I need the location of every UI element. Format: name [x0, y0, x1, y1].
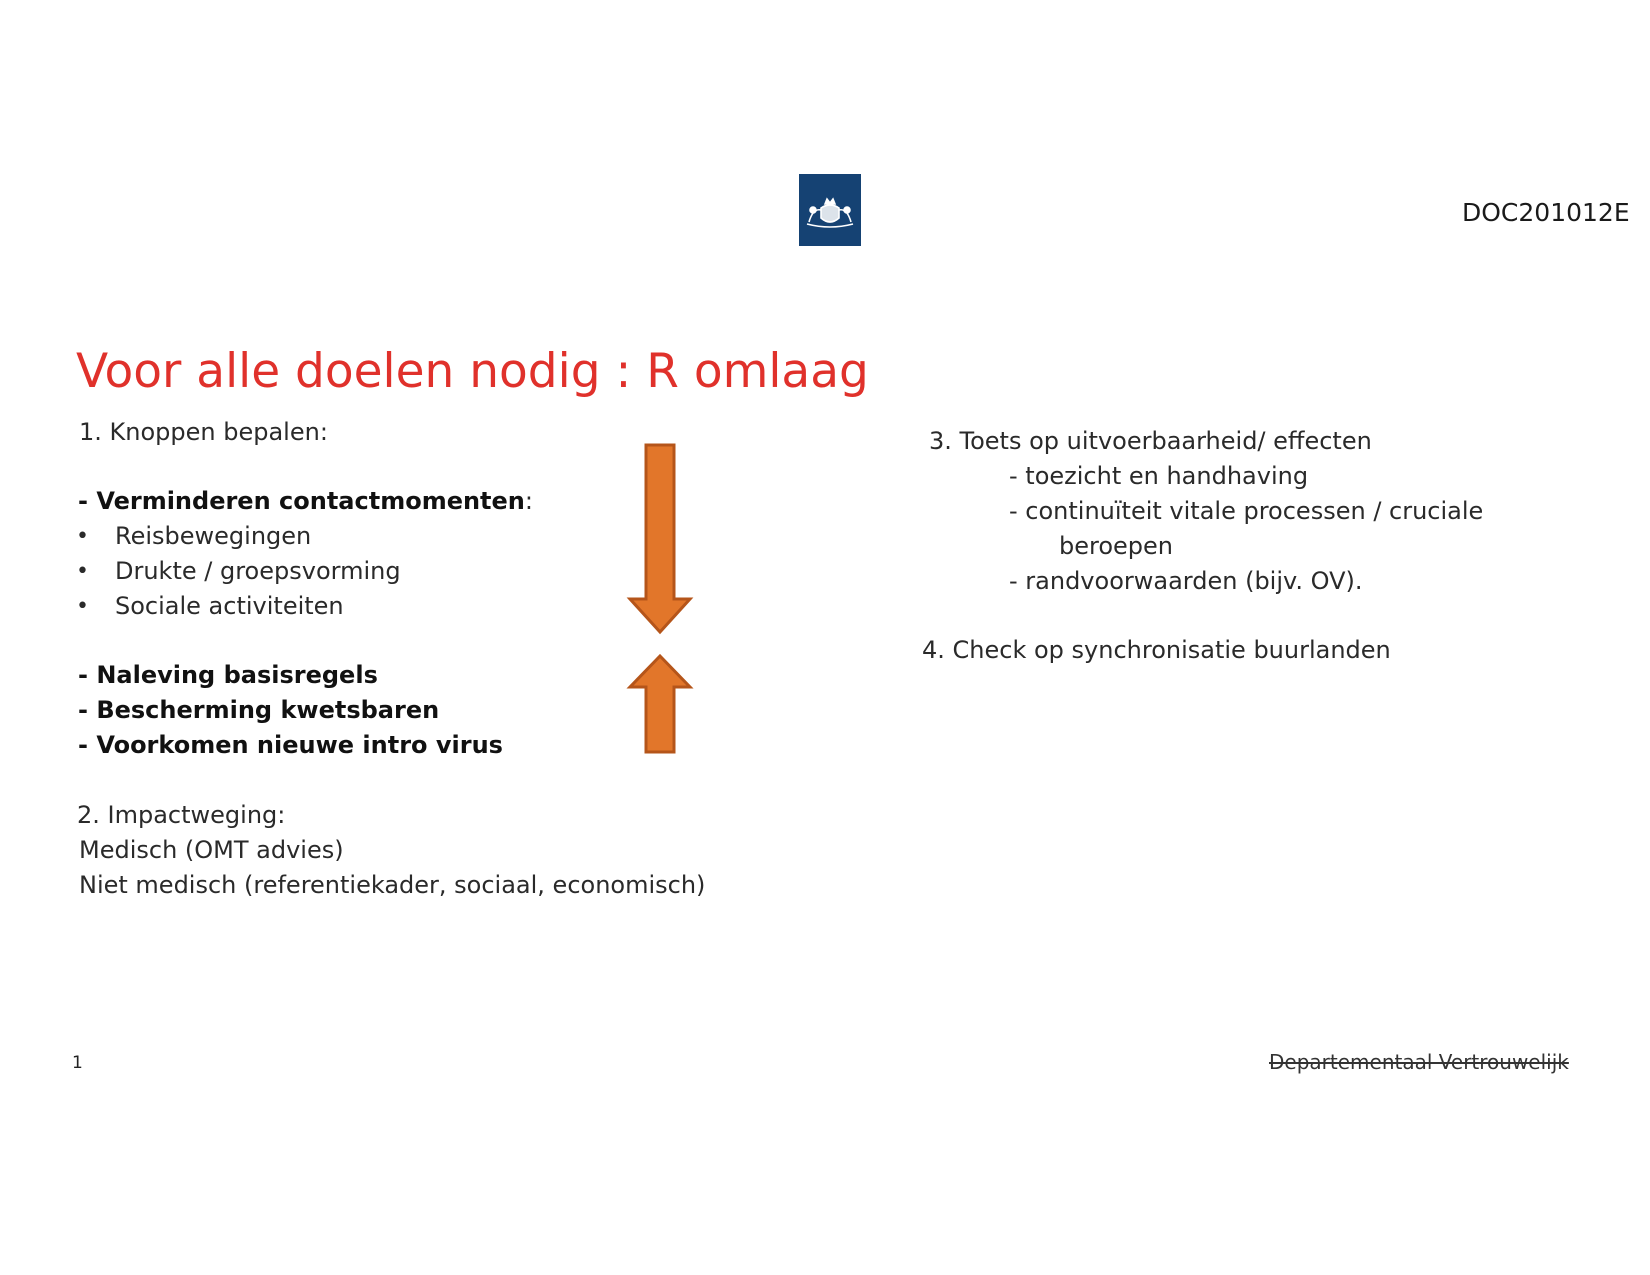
bullet-item: Sociale activiteiten: [115, 592, 344, 620]
bullet-icon: •: [76, 524, 89, 549]
step-2-heading: 2. Impactweging:: [77, 801, 286, 829]
bullet-icon: •: [76, 559, 89, 584]
group-2-item: - Bescherming kwetsbaren: [78, 696, 440, 724]
rijksoverheid-coat-of-arms-icon: [799, 174, 861, 246]
step-4-heading: 4. Check op synchronisatie buurlanden: [922, 636, 1391, 664]
arrow-up-icon: [626, 653, 694, 755]
arrow-down-icon: [626, 443, 694, 635]
group-1-heading-colon: :: [524, 487, 533, 515]
group-1-heading: [78, 487, 533, 515]
step-3-item-continuation: beroepen: [1059, 532, 1173, 560]
step-1-heading: 1. Knoppen bepalen:: [79, 418, 328, 446]
document-code: DOC201012E: [1462, 198, 1630, 227]
group-1-heading-text: - Verminderen contactmomenten: [78, 487, 525, 515]
page-number: 1: [72, 1053, 83, 1073]
step-3-item: - continuïteit vitale processen / cruciale: [1009, 497, 1484, 525]
bullet-icon: •: [76, 594, 89, 619]
step-3-item: - randvoorwaarden (bijv. OV).: [1009, 567, 1363, 595]
bullet-item: Reisbewegingen: [115, 522, 312, 550]
slide-title: Voor alle doelen nodig : R omlaag: [76, 344, 869, 399]
group-2-item: - Voorkomen nieuwe intro virus: [78, 731, 503, 759]
bullet-item: Drukte / groepsvorming: [115, 557, 401, 585]
step-3-heading: 3. Toets op uitvoerbaarheid/ effecten: [929, 427, 1372, 455]
step-3-item: - toezicht en handhaving: [1009, 462, 1309, 490]
group-2-item: - Naleving basisregels: [78, 661, 378, 689]
step-2-line: Niet medisch (referentiekader, sociaal, economisch): [79, 871, 706, 899]
rijksoverheid-logo: [799, 174, 861, 246]
classification-label: Departementaal Vertrouwelijk: [1269, 1050, 1569, 1074]
step-2-line: Medisch (OMT advies): [79, 836, 344, 864]
